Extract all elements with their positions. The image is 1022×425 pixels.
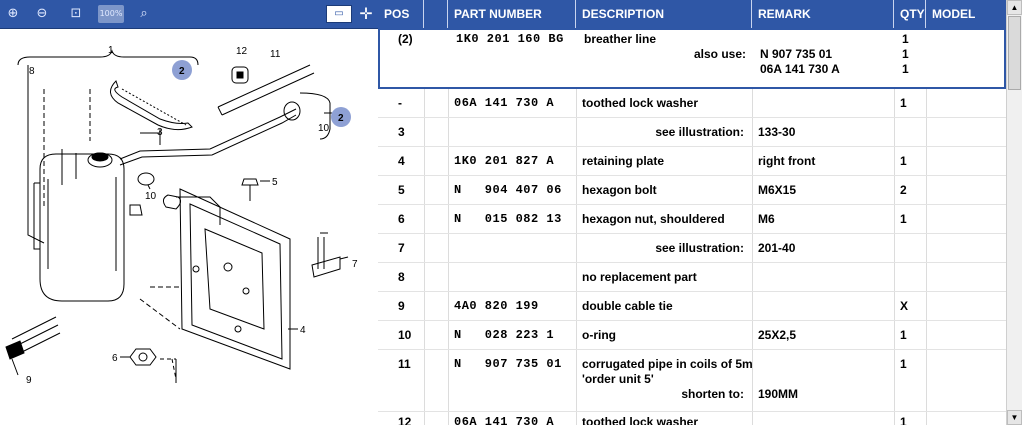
row-pos: 12 [398, 415, 412, 425]
row-pos: 7 [398, 241, 405, 255]
table-row[interactable] [378, 321, 1006, 350]
callout-5: 5 [272, 177, 278, 188]
row-part-number: 1K0 201 160 BG [456, 32, 564, 46]
also-use-qty-2: 1 [902, 62, 909, 76]
header-blank [424, 0, 448, 28]
callout-8: 8 [29, 66, 35, 77]
header-qty[interactable]: QTY [894, 0, 926, 28]
parts-list-pane [378, 0, 1022, 425]
zoom-100-icon[interactable]: 100% [98, 5, 124, 23]
scroll-up-icon[interactable]: ▲ [1007, 0, 1022, 15]
row-remark: 25X2,5 [758, 328, 797, 342]
table-row[interactable] [378, 118, 1006, 147]
scroll-down-icon[interactable]: ▼ [1007, 410, 1022, 425]
row-part-number: 4A0 820 199 [454, 299, 539, 313]
callout-9: 9 [26, 375, 32, 386]
callout-11: 11 [270, 49, 281, 60]
also-use-part-1[interactable]: N 907 735 01 [760, 47, 833, 61]
callout-6: 6 [112, 353, 118, 364]
row-description: double cable tie [582, 299, 673, 313]
row-description: corrugated pipe in coils of 5m [582, 357, 753, 371]
row-remark: M6 [758, 212, 775, 226]
row-pos: 4 [398, 154, 405, 168]
header-remark[interactable]: REMARK [752, 0, 894, 28]
row-description: toothed lock washer [582, 415, 699, 425]
zoom-out-icon[interactable]: ⊖ [36, 6, 48, 21]
see-illustration-label: see illustration: [655, 125, 744, 139]
row-remark-link[interactable]: 201-40 [758, 241, 796, 255]
table-row[interactable] [378, 292, 1006, 321]
row-qty: 1 [900, 357, 907, 371]
search-icon[interactable]: ⌕ [140, 6, 148, 21]
table-row[interactable] [378, 412, 1006, 425]
also-use-part-2[interactable]: 06A 141 730 A [760, 62, 840, 76]
row-pos: 3 [398, 125, 405, 139]
table-row-selected[interactable] [378, 28, 1006, 89]
parts-table-body [378, 28, 1006, 425]
row-description: toothed lock washer [582, 96, 699, 110]
callout-3: 3 [157, 127, 163, 138]
parts-diagram [0, 29, 378, 425]
also-use-qty-1: 1 [902, 47, 909, 61]
header-part-number[interactable]: PART NUMBER [448, 0, 576, 28]
illustration-toolbar [0, 0, 378, 29]
row-part-number: N 015 082 13 [454, 212, 562, 226]
callout-10b: 10 [145, 191, 157, 202]
zoom-area-icon[interactable]: ⊡ [70, 6, 82, 21]
row-qty: 1 [900, 96, 907, 110]
header-pos[interactable]: POS [378, 0, 424, 28]
row-remark: M6X15 [758, 183, 797, 197]
callout-1: 1 [108, 45, 114, 56]
row-qty: 1 [900, 212, 907, 226]
table-row[interactable] [378, 234, 1006, 263]
row-pos: 10 [398, 328, 412, 342]
vertical-scrollbar[interactable] [1006, 0, 1022, 425]
row-description: breather line [584, 32, 657, 46]
header-description[interactable]: DESCRIPTION [576, 0, 752, 28]
row-part-number: 06A 141 730 A [454, 96, 555, 110]
row-remark: 190MM [758, 387, 799, 401]
see-illustration-label: see illustration: [655, 241, 744, 255]
row-part-number: 1K0 201 827 A [454, 154, 555, 168]
row-pos: - [398, 96, 402, 110]
also-use-label: also use: [693, 47, 746, 61]
splitter-icon[interactable]: ✛ [359, 4, 373, 23]
row-description: hexagon bolt [582, 183, 657, 197]
table-row[interactable] [378, 263, 1006, 292]
zoom-in-icon[interactable]: ⊕ [7, 6, 19, 21]
layout-toggle-icon[interactable]: ▭ [326, 5, 352, 23]
table-header [378, 0, 1006, 28]
callout-2[interactable]: 2 [179, 66, 185, 77]
row-qty: 1 [900, 154, 907, 168]
row-pos: 6 [398, 212, 405, 226]
table-row[interactable] [378, 176, 1006, 205]
scrollbar-thumb[interactable] [1008, 16, 1021, 90]
row-description-note: 'order unit 5' [582, 372, 654, 386]
illustration-pane [0, 0, 378, 425]
row-qty: 1 [900, 328, 907, 342]
row-description: o-ring [582, 328, 616, 342]
row-pos: 8 [398, 270, 405, 284]
row-description: no replacement part [582, 270, 697, 284]
row-pos: 5 [398, 183, 405, 197]
callout-12: 12 [236, 46, 248, 57]
row-qty: X [900, 299, 909, 313]
row-part-number: 06A 141 730 A [454, 415, 555, 425]
table-row[interactable] [378, 205, 1006, 234]
row-part-number: N 028 223 1 [454, 328, 555, 342]
callout-7: 7 [352, 259, 358, 270]
row-remark-link[interactable]: 133-30 [758, 125, 796, 139]
row-description: retaining plate [582, 154, 665, 168]
callout-10: 10 [318, 123, 330, 134]
header-model[interactable]: MODEL [932, 7, 976, 21]
row-remark: right front [758, 154, 816, 168]
table-row[interactable] [378, 89, 1006, 118]
row-qty: 1 [900, 415, 907, 425]
row-part-number: N 907 735 01 [454, 357, 562, 371]
shorten-to-label: shorten to: [681, 387, 744, 401]
callout-2b[interactable]: 2 [338, 113, 344, 124]
row-description: hexagon nut, shouldered [582, 212, 725, 226]
table-row[interactable] [378, 350, 1006, 412]
row-qty: 2 [900, 183, 907, 197]
row-qty: 1 [902, 32, 909, 46]
callout-4: 4 [300, 325, 306, 336]
table-row[interactable] [378, 147, 1006, 176]
row-pos: 11 [398, 357, 411, 371]
row-part-number: N 904 407 06 [454, 183, 562, 197]
row-pos: 9 [398, 299, 405, 313]
row-pos: (2) [398, 32, 413, 46]
